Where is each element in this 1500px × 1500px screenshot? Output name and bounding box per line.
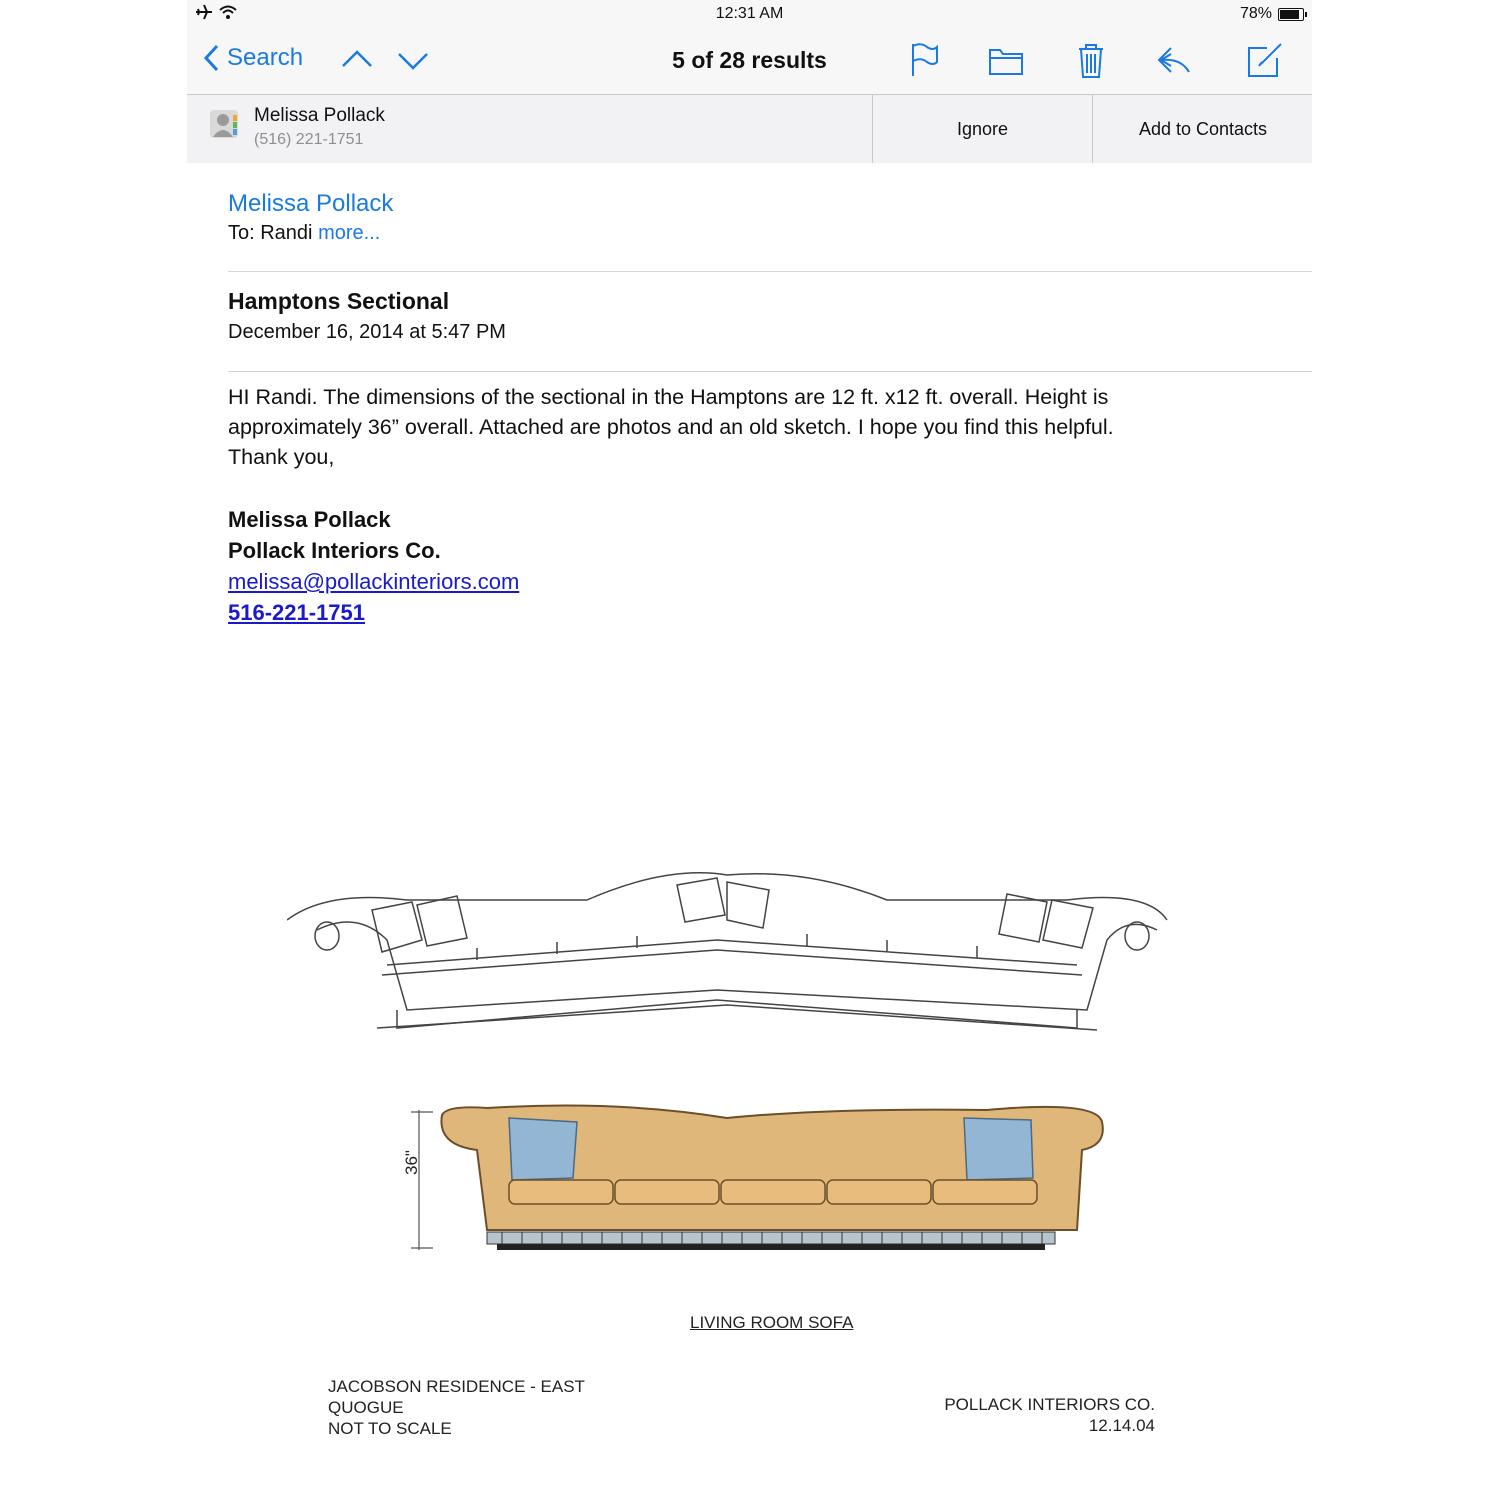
more-recipients-link[interactable]: more... — [318, 222, 381, 244]
signature-phone-link[interactable]: 516-221-1751 — [228, 600, 366, 625]
recipients-line — [228, 222, 380, 245]
compose-button[interactable] — [1245, 40, 1285, 80]
email-subject: Hamptons Sectional — [228, 288, 450, 314]
height-dimension-label: 36" — [402, 1150, 421, 1175]
sofa-drawing — [287, 860, 1187, 1260]
banner-contact-name: Melissa Pollack — [254, 105, 385, 126]
body-divider — [228, 371, 1312, 372]
sectional-perspective-drawing — [287, 873, 1167, 1030]
back-label: Search — [227, 44, 304, 71]
result-count: 5 of 28 results — [672, 47, 827, 73]
sketch-caption: LIVING ROOM SOFA — [690, 1313, 854, 1332]
contacts-icon — [209, 109, 239, 139]
battery-fill — [1280, 10, 1299, 19]
to-recipient[interactable]: To: Randi — [228, 222, 313, 244]
contact-banner — [187, 95, 1312, 163]
previous-message-button[interactable] — [337, 40, 377, 80]
firm-info — [927, 1394, 1155, 1436]
status-right — [1240, 5, 1304, 23]
sender-name[interactable]: Melissa Pollack — [228, 190, 394, 217]
nav-bar — [187, 28, 1312, 95]
folder-button[interactable] — [986, 40, 1026, 80]
add-to-contacts-button[interactable]: Add to Contacts — [1092, 95, 1313, 163]
signature-company: Pollack Interiors Co. — [228, 538, 441, 563]
firm-line: 12.14.04 — [1088, 1416, 1155, 1435]
signature — [228, 504, 519, 628]
trash-button[interactable] — [1071, 40, 1111, 80]
sofa-front-elevation — [411, 1106, 1103, 1250]
reply-button[interactable] — [1155, 40, 1195, 80]
flag-button[interactable] — [903, 40, 943, 80]
sofa-sketch-attachment[interactable] — [287, 860, 1187, 1332]
project-line: JACOBSON RESIDENCE - EAST — [328, 1377, 585, 1396]
signature-name: Melissa Pollack — [228, 507, 391, 532]
body-line: HI Randi. The dimensions of the sectional in the Hamptons are 12 ft. x12 ft. overall. Height is — [228, 385, 1109, 409]
firm-line: POLLACK INTERIORS CO. — [944, 1395, 1155, 1414]
battery-icon — [1278, 8, 1304, 21]
email-date: December 16, 2014 at 5:47 PM — [228, 321, 506, 343]
chevron-left-icon — [203, 44, 219, 72]
email-body — [228, 382, 1288, 472]
next-message-button[interactable] — [393, 40, 433, 80]
battery-percent: 78% — [1239, 5, 1272, 22]
body-line: Thank you, — [228, 445, 335, 469]
signature-email-link[interactable]: melissa@pollackinteriors.com — [228, 569, 520, 594]
project-line: NOT TO SCALE — [328, 1419, 452, 1438]
project-info — [328, 1376, 585, 1439]
project-line: QUOGUE — [328, 1398, 404, 1417]
banner-contact-phone: (516) 221-1751 — [254, 131, 364, 148]
mail-screen — [187, 0, 1312, 1500]
header-divider — [228, 271, 1312, 272]
body-line: approximately 36” overall. Attached are photos and an old sketch. I hope you find this helpful. — [228, 415, 1114, 439]
back-button[interactable] — [203, 44, 303, 72]
status-time: 12:31 AM — [715, 5, 784, 22]
ignore-button[interactable]: Ignore — [872, 95, 1092, 163]
status-bar — [187, 0, 1312, 28]
